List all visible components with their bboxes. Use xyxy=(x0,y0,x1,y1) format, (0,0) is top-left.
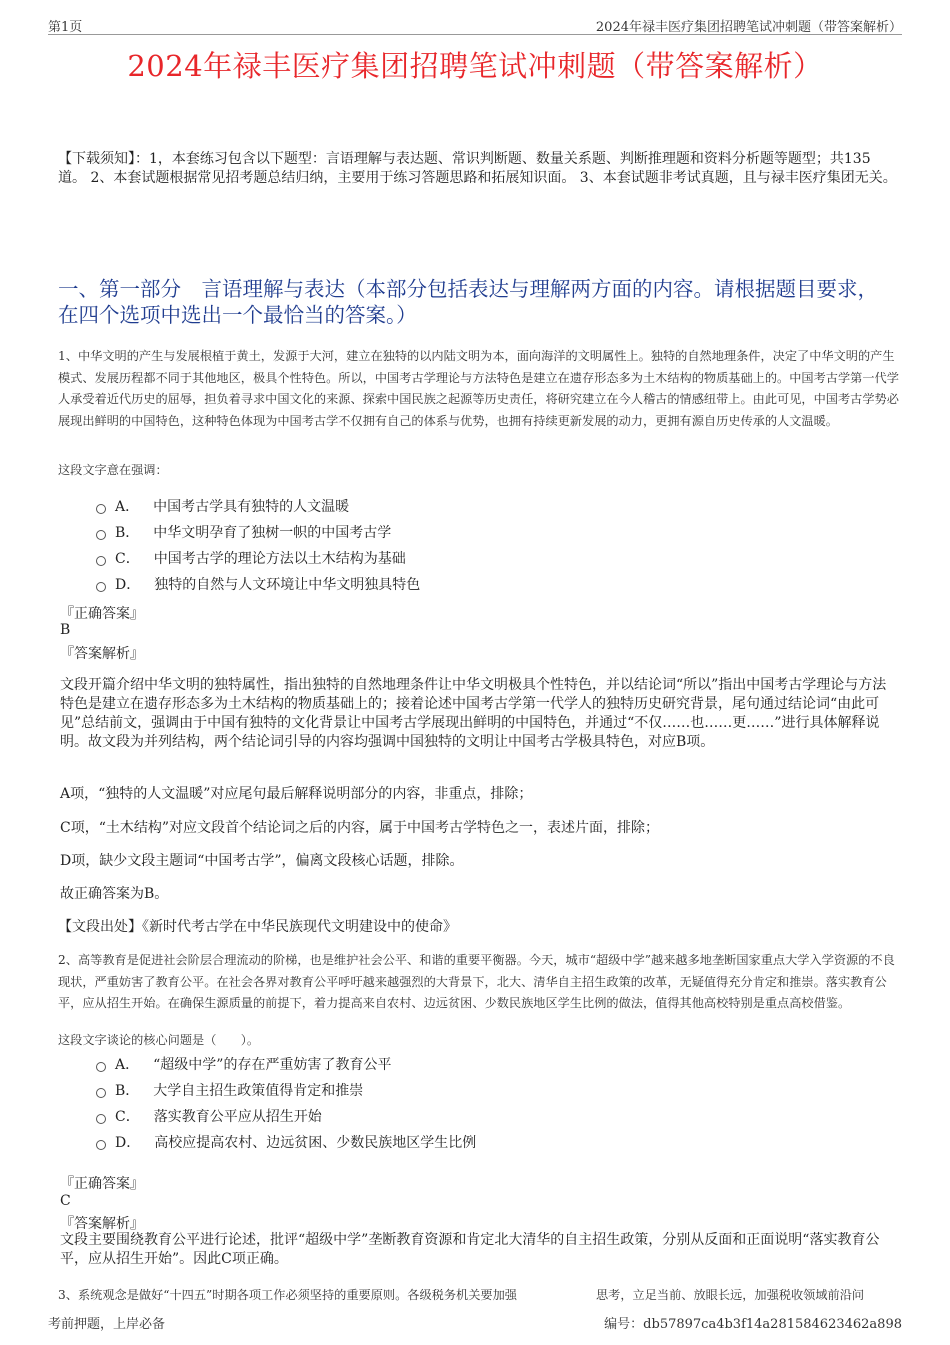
section-heading: 一、第一部分 言语理解与表达（本部分包括表达与理解两方面的内容。请根据题目要求，在四个选项中选出一个最恰当的答案。） xyxy=(58,277,878,327)
option-text: 落实教育公平应从招生开始 xyxy=(153,1109,322,1125)
radio-icon[interactable] xyxy=(96,1114,106,1124)
q1-conclusion: 故正确答案为B。 xyxy=(60,886,169,902)
option-text: 中华文明孕育了独树一帜的中国考古学 xyxy=(153,525,392,541)
option-text: 中国考古学具有独特的人文温暖 xyxy=(153,499,350,515)
q2-option-b[interactable] xyxy=(96,1080,363,1100)
option-text: 中国考古学的理论方法以土木结构为基础 xyxy=(153,551,406,567)
option-letter: B． xyxy=(115,1083,140,1099)
option-text: “超级中学”的存在严重妨害了教育公平 xyxy=(153,1057,392,1073)
q2-option-a[interactable] xyxy=(96,1054,391,1074)
page-title: 2024年禄丰医疗集团招聘笔试冲刺题（带答案解析） xyxy=(127,49,823,83)
q1-question: 这段文字意在强调： xyxy=(58,463,168,477)
footer-slogan: 考前押题，上岸必备 xyxy=(48,1317,166,1332)
q3-stem-right: 思考，立足当前、放眼长远，加强税收领域前沿问 xyxy=(596,1288,865,1302)
q1-option-c[interactable] xyxy=(96,548,406,568)
q2-analysis-label: 『答案解析』 xyxy=(60,1216,144,1232)
download-notice: 【下载须知】：1，本套练习包含以下题型：言语理解与表达题、常识判断题、数量关系题、判断推理题和资料分析题等题型；共135道。 2、本套试题根据常见招考题总结归纳，主要用于练习答题思路和拓展知识面。 3、本套试题非考试真题，且与禄丰医疗集团无关。 xyxy=(58,151,897,186)
q1-note-d: D项，缺少文段主题词“中国考古学”，偏离文段核心话题，排除。 xyxy=(60,853,464,869)
q1-option-a[interactable] xyxy=(96,496,349,516)
q1-option-b[interactable] xyxy=(96,522,391,542)
option-text: 大学自主招生政策值得肯定和推崇 xyxy=(153,1083,364,1099)
q2-stem: 2、高等教育是促进社会阶层合理流动的阶梯，也是维护社会公平、和谐的重要平衡器。今天，城市“超级中学”越来越多地垄断国家重点大学入学资源的不良现状，严重妨害了教育公平。在社会各界对教育公平呼吁越来越强烈的大背景下，北大、清华自主招生政策的改革，无疑值得充分肯定和推崇。落实教育公平，应从招生开始。在确保生源质量的前提下，着力提高来自农村、边远贫困、少数民族地区学生比例的做法，值得其他高校特别是重点高校借鉴。 xyxy=(58,953,895,1011)
option-letter: C． xyxy=(115,551,140,567)
q1-note-c: C项，“土木结构”对应文段首个结论词之后的内容，属于中国考古学特色之一，表述片面，排除； xyxy=(60,820,660,836)
page-number: 第1页 xyxy=(48,20,83,35)
q1-note-a: A项，“独特的人文温暖”对应尾句最后解释说明部分的内容，非重点，排除； xyxy=(60,786,533,802)
q2-answer-label: 『正确答案』 xyxy=(60,1176,144,1192)
footer-doc-id: 编号：db57897ca4b3f14a281584623462a898 xyxy=(604,1317,902,1332)
q1-source: 【文段出处】《新时代考古学在中华民族现代文明建设中的使命》 xyxy=(58,919,457,935)
q1-analysis-label: 『答案解析』 xyxy=(60,646,144,662)
radio-icon[interactable] xyxy=(96,1062,106,1072)
q2-question: 这段文字谈论的核心问题是（ ）。 xyxy=(58,1033,260,1047)
option-text: 高校应提高农村、边远贫困、少数民族地区学生比例 xyxy=(154,1135,477,1151)
option-letter: A． xyxy=(115,499,140,515)
option-letter: B． xyxy=(115,525,140,541)
q2-answer: C xyxy=(60,1193,71,1209)
radio-icon[interactable] xyxy=(96,1140,106,1150)
q1-answer: B xyxy=(60,622,71,638)
option-text: 独特的自然与人文环境让中华文明独具特色 xyxy=(154,577,421,593)
option-letter: A． xyxy=(115,1057,140,1073)
header-divider xyxy=(48,34,902,35)
option-letter: C． xyxy=(115,1109,140,1125)
radio-icon[interactable] xyxy=(96,1088,106,1098)
radio-icon[interactable] xyxy=(96,556,106,566)
radio-icon[interactable] xyxy=(96,530,106,540)
q2-analysis: 文段主要围绕教育公平进行论述，批评“超级中学”垄断教育资源和肯定北大清华的自主招生政策，分别从反面和正面说明“落实教育公平，应从招生开始”。因此C项正确。 xyxy=(60,1232,880,1267)
radio-icon[interactable] xyxy=(96,582,106,592)
q1-answer-label: 『正确答案』 xyxy=(60,606,144,622)
header-doc-title: 2024年禄丰医疗集团招聘笔试冲刺题（带答案解析） xyxy=(595,20,902,35)
radio-icon[interactable] xyxy=(96,504,106,514)
q2-option-c[interactable] xyxy=(96,1106,322,1126)
q2-option-d[interactable] xyxy=(96,1132,476,1152)
q1-option-d[interactable] xyxy=(96,574,420,594)
option-letter: D． xyxy=(115,577,141,593)
q1-stem: 1、中华文明的产生与发展根植于黄土，发源于大河，建立在独特的以内陆文明为本，面向海洋的文明属性上。独特的自然地理条件，决定了中华文明的产生模式、发展历程都不同于其他地区，极具个性特色。所以，中国考古学理论与方法特色是建立在遗存形态多为土木结构的物质基础上的。中国考古学第一代学人承受着近代历史的屈辱，担负着寻求中国文化的来源、探索中国民族之起源等历史责任，将研究建立在今人稽古的情感纽带上。由此可见，中国考古学势必展现出鲜明的中国特色，这种特色体现为中国考古学不仅拥有自己的体系与优势，也拥有持续更新发展的动力，更拥有源自历史传承的人文温暖。 xyxy=(58,349,899,428)
q3-stem-left: 3、系统观念是做好“十四五”时期各项工作必须坚持的重要原则。各级税务机关要加强 xyxy=(58,1288,517,1302)
q1-analysis: 文段开篇介绍中华文明的独特属性，指出独特的自然地理条件让中华文明极具个性特色，并以结论词“所以”指出中国考古学理论与方法特色是建立在遗存形态多为土木结构的物质基础上的；接着论述中国考古学第一代学人的独特历史研究背景，尾句通过结论词“由此可见”总结前文，强调由于中国有独特的文化背景让中国考古学展现出鲜明的中国特色，并通过“不仅……也……更……”进行具体解释说明。故文段为并列结构，两个结论词引导的内容均强调中国独特的文明让中国考古学极具特色，对应B项。 xyxy=(60,677,887,750)
option-letter: D． xyxy=(115,1135,141,1151)
